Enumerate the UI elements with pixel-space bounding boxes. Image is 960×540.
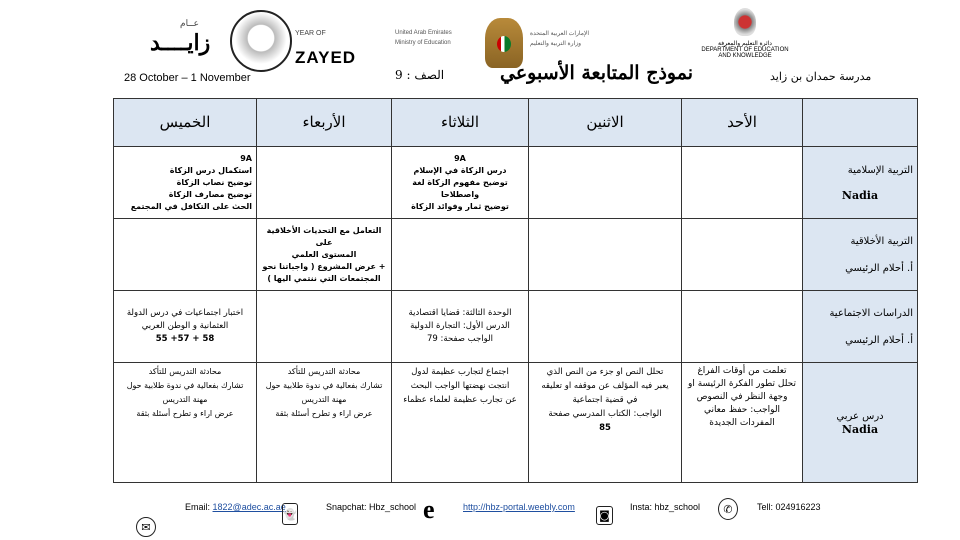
cell-line: + عرض المشروع ( واجباتنا نحو — [262, 261, 386, 271]
cell-line: 55 +57 + 58 — [155, 334, 215, 344]
footer-tel: Tell: 024916223 — [757, 502, 821, 512]
day-header: الخميس — [114, 99, 257, 147]
cell-tuesday — [392, 291, 529, 363]
school-name: مدرسة حمدان بن زايد — [770, 70, 872, 83]
cell-line: 9A — [454, 153, 466, 163]
logo-text: الإمارات العربية المتحدة — [530, 31, 590, 37]
cell-sunday — [682, 147, 803, 219]
cell-line: يعبر فيه المؤلف عن موقفه او تعليقه — [541, 381, 669, 391]
cell-line: الواجب صفحة: 79 — [427, 334, 493, 344]
year-of-zayed-logo — [150, 10, 360, 70]
table-row — [114, 219, 918, 291]
cell-line: المستوى العلمي — [291, 249, 357, 259]
eagle-emblem-icon — [485, 18, 523, 68]
cell-line: عن تجارب عظيمة لعلماء عظماء — [403, 395, 517, 405]
logo-text: DEPARTMENT OF EDUCATION — [701, 47, 789, 53]
date-range: 28 October – 1 November — [124, 72, 251, 84]
subject-name: التربية الإسلامية — [847, 164, 913, 176]
cell-line: الدرس الأول: التجارة الدولية — [410, 321, 510, 331]
logo-text: عــام — [180, 18, 199, 28]
cell-line: تحلل النص او جزء من النص الذي — [546, 367, 664, 377]
instagram-icon[interactable]: ◙ — [596, 506, 613, 525]
cell-line: واصطلاحا — [440, 189, 480, 199]
internet-explorer-icon[interactable]: e — [423, 495, 435, 524]
logo-text: ZAYED — [295, 48, 357, 67]
cell-line: توضيح مصارف الزكاة — [168, 189, 252, 199]
cell-line: المفردات الجديدة — [709, 418, 775, 428]
day-header: الثلاثاء — [392, 99, 529, 147]
cell-line: مهنة التدريس — [301, 395, 347, 404]
grade — [395, 68, 444, 82]
cell-wednesday — [257, 363, 392, 483]
cell-sunday — [682, 291, 803, 363]
footer-email — [185, 502, 286, 512]
cell-wednesday — [257, 219, 392, 291]
cell-monday — [529, 147, 682, 219]
cell-line: العثمانية و الوطن العربي — [141, 321, 229, 331]
subject-cell — [803, 291, 918, 363]
snapchat-icon[interactable]: 👻 — [282, 503, 298, 525]
cell-line: التعامل مع التحديات الأخلاقية على — [266, 225, 382, 247]
cell-line: انتجت نهضتها الواجب البحث — [410, 381, 510, 391]
table-row — [114, 147, 918, 219]
teacher-name: Nadia — [841, 422, 879, 436]
table-row — [114, 363, 918, 483]
cell-line: تشارك بفعالية في ندوة طلابية حول — [126, 381, 244, 390]
teacher-name: أ. أحلام الرئيسي — [845, 334, 913, 346]
cell-line: استكمال درس الزكاة — [169, 165, 252, 175]
cell-thursday — [114, 147, 257, 219]
cell-line: تحلل تطور الفكرة الرئيسة او — [687, 379, 796, 389]
cell-line: اختبار اجتماعيات في درس الدولة — [126, 308, 244, 318]
cell-tuesday — [392, 363, 529, 483]
cell-monday — [529, 291, 682, 363]
cell-line: الواجب: حفظ معاني — [703, 405, 781, 415]
teacher-name: أ. أحلام الرئيسي — [845, 262, 913, 274]
website-link[interactable]: http://hbz-portal.weebly.com — [463, 502, 575, 512]
cell-line: توضيح مفهوم الزكاة لغة — [412, 177, 508, 187]
logo-text: United Arab Emirates — [395, 30, 452, 36]
email-label: Email: — [185, 502, 211, 512]
cell-tuesday — [392, 147, 529, 219]
table-header-row — [114, 99, 918, 147]
cell-monday — [529, 363, 682, 483]
cell-line: تعلمت من أوقات الفراغ — [697, 366, 787, 376]
day-header: الأربعاء — [257, 99, 392, 147]
cell-thursday — [114, 363, 257, 483]
logo-text: AND KNOWLEDGE — [718, 53, 772, 59]
subject-name: الدراسات الاجتماعية — [829, 307, 913, 319]
cell-line: توضيح ثمار وفوائد الزكاة — [411, 201, 509, 211]
cell-thursday — [114, 291, 257, 363]
subject-header — [803, 99, 918, 147]
phone-icon[interactable]: ✆ — [718, 498, 738, 520]
grade-value: 9 — [395, 68, 403, 82]
cell-line: عرض اراء و تطرح أسئلة بثقة — [136, 409, 234, 418]
cell-line: وجهة النظر في النصوص — [696, 392, 788, 402]
logo-text: وزارة التربية والتعليم — [530, 41, 582, 47]
teacher-name: Nadia — [841, 188, 879, 202]
footer-snapchat: Snapchat: Hbz_school — [326, 502, 417, 512]
cell-thursday — [114, 219, 257, 291]
cell-wednesday — [257, 147, 392, 219]
cell-line: عرض اراء و تطرح أسئلة بثقة — [275, 409, 373, 418]
cell-line: الحث على التكافل في المجتمع — [130, 201, 252, 211]
email-icon[interactable]: ✉ — [136, 517, 156, 537]
cell-line: محادثة التدريس للتأكد — [148, 367, 222, 376]
subject-cell — [803, 147, 918, 219]
grade-label: الصف : — [406, 68, 445, 82]
logo-text: YEAR OF — [295, 30, 326, 37]
cell-line: مهنة التدريس — [162, 395, 208, 404]
cell-line: اجتماع لتجارب عظيمة لدول — [411, 367, 509, 377]
cell-line: 85 — [599, 423, 611, 433]
cell-line: 9A — [240, 153, 252, 163]
subject-cell — [803, 363, 918, 483]
cell-line: في قضية اجتماعية — [572, 395, 638, 405]
logo-text: دائرة التعليم والمعرفة — [718, 41, 772, 47]
table-row — [114, 291, 918, 363]
cell-line: محادثة التدريس للتأكد — [287, 367, 361, 376]
cell-sunday — [682, 219, 803, 291]
cell-line: تشارك بفعالية في ندوة طلابية حول — [265, 381, 383, 390]
page-title: نموذج المتابعة الأسبوعي — [500, 62, 694, 84]
email-link[interactable]: 1822@adec.ac.ae — [212, 502, 286, 512]
emblem-icon — [734, 8, 756, 36]
logo-text: زايــــد — [150, 30, 211, 55]
logo-text: Ministry of Education — [395, 40, 451, 46]
subject-name: درس عربي — [836, 410, 884, 422]
cell-line: توضيح نصاب الزكاة — [176, 177, 252, 187]
day-header: الاثنين — [529, 99, 682, 147]
zayed-portrait-icon — [230, 10, 292, 72]
cell-line: الواجب: الكتاب المدرسي صفحة — [548, 409, 662, 419]
cell-line: الوحدة الثالثة: قضايا اقتصادية — [408, 308, 512, 318]
subject-name: التربية الأخلاقية — [850, 235, 913, 247]
cell-monday — [529, 219, 682, 291]
adek-logo — [690, 8, 800, 68]
cell-line: درس الزكاة في الإسلام — [413, 165, 507, 175]
cell-line: المجتمعات التي ننتمي اليها ) — [267, 273, 381, 283]
subject-cell — [803, 219, 918, 291]
day-header: الأحد — [682, 99, 803, 147]
cell-wednesday — [257, 291, 392, 363]
footer-insta: Insta: hbz_school — [630, 502, 701, 512]
weekly-schedule-table — [113, 98, 918, 483]
cell-tuesday — [392, 219, 529, 291]
cell-sunday — [682, 363, 803, 483]
